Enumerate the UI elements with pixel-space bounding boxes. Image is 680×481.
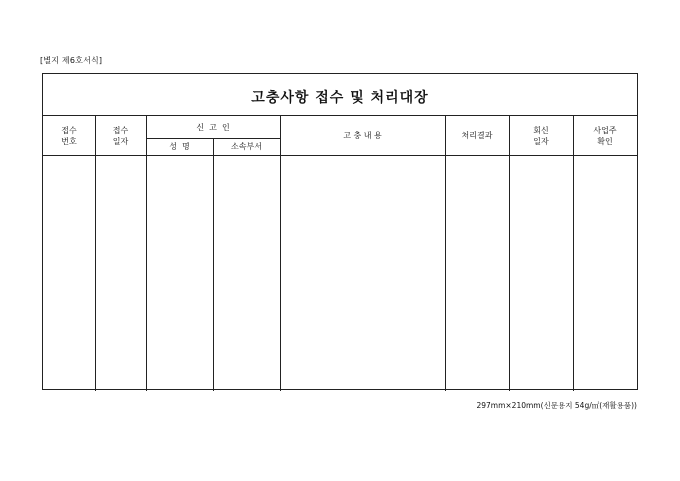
register-table xyxy=(43,116,637,391)
header-processing-result: 처리결과 xyxy=(461,131,493,140)
header-receipt-number: 접수 번호 xyxy=(61,125,77,146)
header-reply-date: 회신 일자 xyxy=(533,125,549,146)
register-sheet xyxy=(42,73,638,390)
column-divider xyxy=(95,116,96,391)
header-bottom-rule xyxy=(43,155,637,156)
paper-spec-footer: 297mm×210mm(신문용지 54g/㎡(재활용품)) xyxy=(476,401,637,410)
header-employer-confirm: 사업주 확인 xyxy=(593,125,617,146)
page-title: 고충사항 접수 및 처리대장 xyxy=(251,89,429,106)
column-divider xyxy=(213,138,214,391)
column-divider xyxy=(509,116,510,391)
header-reporter-name: 성 명 xyxy=(169,142,190,151)
column-divider xyxy=(573,116,574,391)
title-row xyxy=(43,74,637,116)
form-number-label: [별지 제6호서식] xyxy=(40,56,103,65)
column-divider xyxy=(445,116,446,391)
header-reporter-dept: 소속부서 xyxy=(231,142,262,151)
header-grievance-content: 고 충 내 용 xyxy=(343,131,382,140)
header-reporter: 신 고 인 xyxy=(196,122,230,132)
column-divider xyxy=(280,116,281,391)
column-divider xyxy=(146,116,147,391)
header-receipt-date: 접수 일자 xyxy=(112,125,129,146)
